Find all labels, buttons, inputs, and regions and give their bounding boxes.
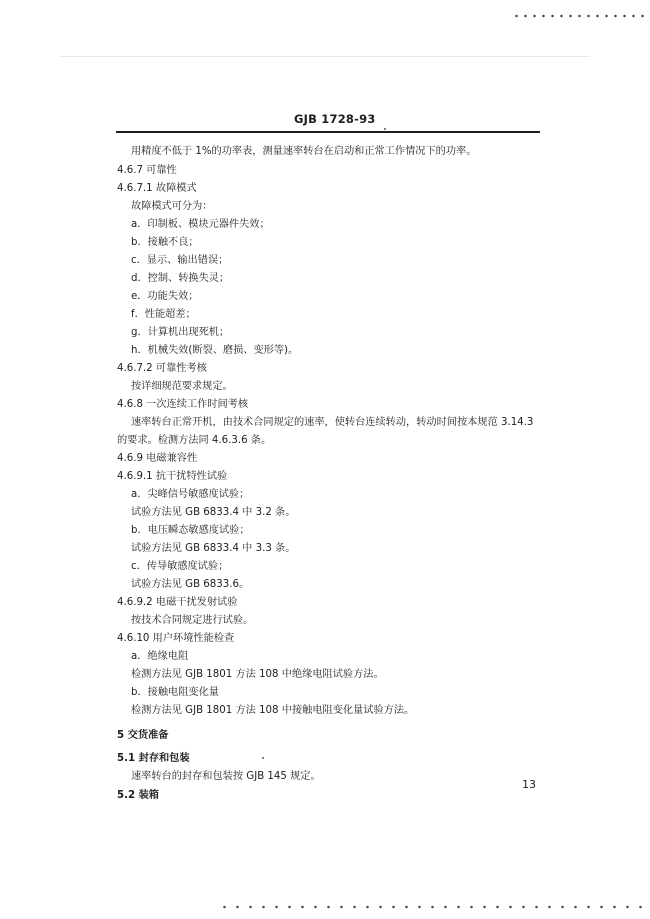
body-text: 故障模式可分为：	[131, 201, 213, 212]
list-item: c．显示、输出错误；	[131, 255, 229, 266]
section-heading: 4.6.10 用户环境性能检查	[117, 633, 235, 644]
section-heading: 4.6.7.1 故障模式	[117, 183, 197, 194]
scan-dots-top	[512, 14, 644, 18]
section-heading: 4.6.9 电磁兼容性	[117, 453, 198, 464]
body-text: 试验方法见 GB 6833.6。	[131, 579, 250, 590]
body-text: 按详细规范要求规定。	[131, 381, 233, 392]
scan-dots-bottom	[218, 905, 650, 909]
section-heading: 5.1 封存和包装	[117, 753, 190, 764]
document-header: GJB 1728-93	[294, 112, 376, 126]
list-item: b．电压瞬态敏感度试验；	[131, 525, 250, 536]
list-item: a．绝缘电阻	[131, 651, 189, 662]
scan-speck	[262, 757, 264, 759]
chapter-heading: 5 交货准备	[117, 730, 169, 741]
body-text: 检测方法见 GJB 1801 方法 108 中接触电阻变化量试验方法。	[131, 705, 415, 716]
section-heading: 4.6.7.2 可靠性考核	[117, 363, 207, 374]
scan-speck	[384, 128, 386, 130]
body-text: 按技术合同规定进行试验。	[131, 615, 254, 626]
header-rule	[116, 131, 540, 133]
section-heading: 4.6.7 可靠性	[117, 165, 177, 176]
body-text: 用精度不低于 1%的功率表，测量速率转台在启动和正常工作情况下的功率。	[131, 146, 477, 157]
list-item: a．尖峰信号敏感度试验；	[131, 489, 250, 500]
list-item: h．机械失效(断裂、磨损、变形等)。	[131, 345, 299, 356]
list-item: e．功能失效；	[131, 291, 199, 302]
list-item: f．性能超差；	[131, 309, 196, 320]
list-item: a．印制板、模块元器件失效；	[131, 219, 270, 230]
section-heading: 4.6.9.1 抗干扰特性试验	[117, 471, 228, 482]
body-text: 速率转台的封存和包装按 GJB 145 规定。	[131, 771, 321, 782]
section-heading: 4.6.8 一次连续工作时间考核	[117, 399, 249, 410]
list-item: c．传导敏感度试验；	[131, 561, 229, 572]
section-heading: 4.6.9.2 电磁干扰发射试验	[117, 597, 238, 608]
list-item: b．接触电阻变化量	[131, 687, 219, 698]
body-text: 的要求。检测方法同 4.6.3.6 条。	[117, 435, 272, 446]
section-heading: 5.2 装箱	[117, 790, 159, 801]
body-text: 试验方法见 GB 6833.4 中 3.3 条。	[131, 543, 296, 554]
body-text: 试验方法见 GB 6833.4 中 3.2 条。	[131, 507, 296, 518]
body-text: 速率转台正常开机，由技术合同规定的速率，使转台连续转动，转动时间按本规范 3.14.3	[131, 417, 534, 428]
list-item: b．接触不良；	[131, 237, 199, 248]
scan-edge-line	[60, 56, 590, 57]
list-item: g．计算机出现死机；	[131, 327, 230, 338]
list-item: d．控制、转换失灵；	[131, 273, 230, 284]
body-text: 检测方法见 GJB 1801 方法 108 中绝缘电阻试验方法。	[131, 669, 384, 680]
page-number: 13	[522, 778, 536, 791]
